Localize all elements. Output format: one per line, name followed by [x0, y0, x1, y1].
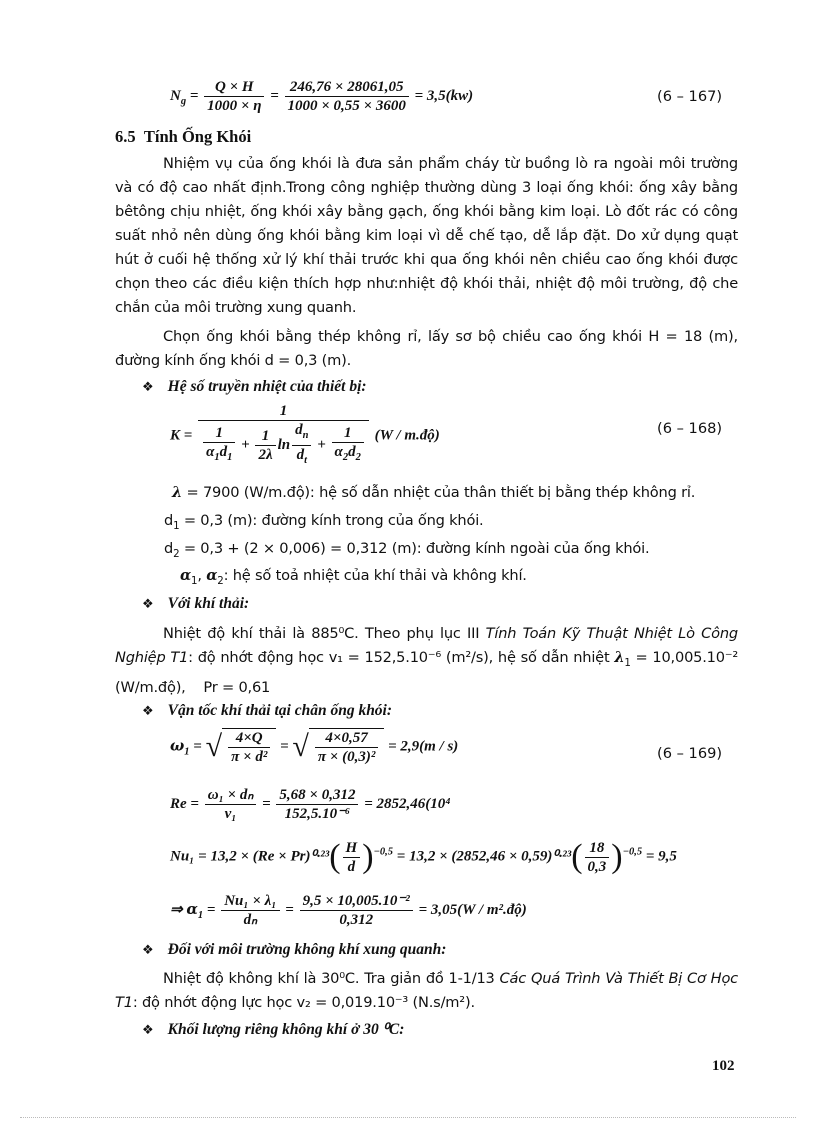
- eq-168-denominator: $\frac{1}{\alpha_1d_1}$ + $\frac{1}{2\lambda}$ ln $\frac{d_n}{d_t}$ + $\frac{1}{\alpha_2d_2}$: [198, 421, 369, 470]
- bullet-ambient-air: [142, 941, 446, 959]
- nusselt-exponent-1: −0,5: [373, 846, 394, 858]
- alpha1-f1-numerator: Nu₁ × λ₁: [221, 892, 279, 911]
- bullet-gas-velocity: [142, 702, 392, 720]
- nusselt-middle: = 13,2 × (2852,46 × 0,59)⁰·²³: [396, 848, 572, 865]
- diamond-bullet-icon: ❖: [142, 380, 154, 395]
- section-number: 6.5: [115, 127, 136, 146]
- eq-167-f2-numerator: 246,76 × 28061,05: [285, 78, 409, 97]
- eq-168-numerator: 1: [198, 402, 369, 421]
- bullet-exhaust-gas-text: Với khí thải:: [167, 595, 250, 612]
- equation-nusselt: Nu₁ = 13,2 × (Re × Pr)⁰·²³( $\frac{H}{d}$ )$^{-0,5}$ = 13,2 × (2852,46 × 0,59)⁰·²³( $\frac{18}{0,3}$ )$^{-0,5}$ = 9,5: [170, 838, 677, 875]
- nusselt-result: = 9,5: [645, 848, 677, 865]
- equation-6-169-velocity: $\omega_1$ = √ $\frac{4\times Q}{\text{π × d²}}$ = √ $\frac{4\times 0,57}{\text{π × (0,3)²}}$ = 2,9(m / s): [170, 730, 459, 765]
- page-bottom-divider: [20, 1117, 796, 1118]
- definition-alpha-text: : hệ số toả nhiệt của khí thải và không khí.: [223, 567, 527, 584]
- bullet-exhaust-gas: [142, 595, 249, 613]
- definition-d1-text: = 0,3 (m): đường kính trong của ống khói.: [183, 512, 484, 529]
- equation-6-168: [170, 402, 440, 470]
- page-number: 102: [712, 1058, 735, 1074]
- bullet-ambient-air-text: Đối với môi trường không khí xung quanh:: [167, 941, 447, 958]
- eq-167-f2-denominator: 1000 × 0,55 × 3600: [287, 98, 406, 114]
- alpha1-result: = 3,05(W / m².độ): [418, 901, 527, 918]
- paragraph-exhaust-gas: Nhiệt độ khí thải là 885⁰C. Theo phụ lục III Tính Toán Kỹ Thuật Nhiệt Lò Công Nghiệp T1: độ nhớt động học v₁ = 152,5.10⁻⁶ (m²/s), hệ số dẫn nhiệt $\lambda_1 = 10,005.10^{-2}$ (W/m.độ), Pr = 0,61: [115, 625, 739, 696]
- eq-167-number: (6 – 167): [657, 88, 723, 105]
- lambda-symbol: λ: [172, 484, 183, 501]
- definition-lambda: [172, 484, 695, 501]
- velocity-result: = 2,9(m / s): [388, 738, 459, 755]
- gas-lambda1: = 10,005.10⁻² (W/m.độ),: [115, 649, 739, 696]
- alpha1-f2-denominator: 0,312: [339, 912, 374, 928]
- diamond-bullet-icon: ❖: [142, 704, 154, 719]
- definition-lambda-text: = 7900 (W/m.độ): hệ số dẫn nhiệt của thân thiết bị bằng thép không rỉ.: [186, 484, 696, 501]
- velocity-f2-numerator: 4×0,57: [315, 729, 378, 748]
- eq-168-term-3: $\frac{1}{\alpha_2d_2}$: [332, 424, 364, 467]
- eq-168-unit: (W / m.độ): [374, 427, 440, 444]
- eq-167-fraction-2: [285, 78, 409, 115]
- diamond-bullet-icon: ❖: [142, 943, 154, 958]
- reynolds-lhs: Re =: [170, 795, 199, 812]
- eq-168-number: (6 – 168): [657, 420, 723, 437]
- section-heading: [115, 127, 251, 147]
- diamond-bullet-icon: ❖: [142, 597, 154, 612]
- eq-167-f1-denominator: 1000 × η: [207, 98, 262, 114]
- bullet-air-density-text: Khối lượng riêng không khí ở 30 ⁰C:: [167, 1021, 405, 1038]
- air-text-b: : độ nhớt động lực học v₂ = 0,019.10⁻³ (N.s/m²).: [132, 994, 475, 1011]
- eq-168-term-ratio: $\frac{d_n}{d_t}$: [292, 421, 311, 470]
- equation-alpha1: ⇒ $\alpha_1$ = $\frac{\text{Nu₁ × λ₁}}{\text{dₙ}}$ = $\frac{\text{9,5 × 10,005.10⁻²}}{0,312}$ = 3,05(W / m².độ): [170, 893, 527, 928]
- alpha1-f1-denominator: dₙ: [243, 912, 258, 928]
- bullet-heat-transfer-text: Hệ số truyền nhiệt của thiết bị:: [167, 378, 367, 395]
- air-text-a: Nhiệt độ không khí là 30⁰C. Tra giản đồ 1-1/13: [163, 970, 500, 987]
- gas-text-a: Nhiệt độ khí thải là 885⁰C. Theo phụ lục III: [163, 625, 486, 642]
- eq-167-fraction-1: [204, 78, 264, 115]
- eq-168-term-2: $\frac{1}{2\lambda}$: [255, 427, 275, 464]
- eq-168-lhs: K =: [170, 427, 193, 444]
- equation-reynolds: Re = $\frac{\text{ω₁ × dₙ}}{\text{ν₁}}$ = $\frac{5,68 \times 0,312}{\text{152,5.10⁻⁶}}$ = 2852,46(10⁴: [170, 787, 451, 822]
- eq-168-main-fraction: [198, 402, 369, 470]
- reynolds-f2-numerator: 5,68 × 0,312: [276, 786, 358, 805]
- paragraph-chimney-purpose: Nhiệm vụ của ống khói là đưa sản phẩm cháy từ buồng lò ra ngoài môi trường và có độ cao nhất định.Trong công nghiệp thường dùng 3 loại ống khói: ống xây bằng bêtông chịu nhiệt, ống khói xây bằng gạch, ống khói bằng kim loại. Lò đốt rác có công suất nhỏ nên dùng ống khói bằng kim loại vì dễ chế tạo, dễ lắp đặt. Do xử dụng quạt hút ở cuối hệ thống xử lý khí thải trước khi qua ống khói nên chiều cao ống khói được chọn theo các điều kiện thích hợp như:nhiệt độ khói thải, nhiệt độ môi trường, độ che chắn của môi trường xung quanh.: [115, 155, 738, 316]
- velocity-f1-denominator: π × d²: [231, 749, 268, 765]
- bullet-heat-transfer: [142, 378, 367, 396]
- velocity-f2-denominator: π × (0,3)²: [317, 749, 376, 765]
- eq-167-result: = 3,5(kw): [414, 87, 474, 104]
- equation-6-167: $N_g$ = $\frac{Q \times H}{1000 \times \eta}$ = $\frac{246,76 \times 28061,05}{1000 \times 0,55 \times 3600}$ = 3,5(kw): [170, 79, 474, 114]
- definition-d1: $d_1 = 0,3$ (m): đường kính trong của ống khói.: [164, 512, 484, 532]
- reynolds-f1-numerator: ω₁ × dₙ: [205, 786, 257, 805]
- definition-d2: $d_2 = 0,3 + (2 \times 0,006) = 0,312$ (m): đường kính ngoài của ống khói.: [164, 540, 650, 560]
- eq-167-f1-numerator: Q × H: [204, 78, 264, 97]
- bullet-air-density: [142, 1020, 404, 1039]
- air-reference: Các Quá Trình Và Thiết Bị Cơ Học T1: [115, 970, 738, 1011]
- nusselt-exponent-2: −0,5: [622, 846, 643, 858]
- alpha1-f2-numerator: 9,5 × 10,005.10⁻²: [300, 892, 413, 911]
- gas-prandtl: Pr = 0,61: [203, 678, 271, 696]
- reynolds-result: = 2852,46(10⁴: [364, 795, 451, 812]
- reynolds-f1-denominator: ν₁: [224, 806, 237, 822]
- diamond-bullet-icon: ❖: [142, 1023, 154, 1038]
- definition-d2-text: = 0,3 + (2 × 0,006) = 0,312 (m): đường kính ngoài của ống khói.: [183, 540, 650, 557]
- eq-167-lhs: N: [170, 87, 181, 104]
- bullet-gas-velocity-text: Vận tốc khí thải tại chân ống khói:: [167, 702, 393, 719]
- eq-169-number: (6 – 169): [657, 745, 723, 762]
- eq-167-lhs-sub: g: [180, 95, 187, 107]
- definition-alpha: $\alpha_1$, $\alpha_2$: hệ số toả nhiệt của khí thải và không khí.: [180, 567, 527, 587]
- section-title: Tính Ống Khói: [143, 127, 252, 146]
- reynolds-f2-denominator: 152,5.10⁻⁶: [284, 806, 351, 822]
- paragraph-ambient-air: [115, 967, 738, 1015]
- velocity-f1-numerator: 4×Q: [228, 729, 270, 748]
- nusselt-lhs: Nu₁ = 13,2 × (Re × Pr)⁰·²³: [170, 848, 330, 865]
- gas-text-b: : độ nhớt động học v₁ = 152,5.10⁻⁶ (m²/s), hệ số dẫn nhiệt: [188, 649, 615, 666]
- eq-168-term-1: $\frac{1}{\alpha_1d_1}$: [203, 424, 235, 467]
- gas-reference: Tính Toán Kỹ Thuật Nhiệt Lò Công Nghiệp T1: [115, 625, 738, 666]
- paragraph-chimney-choice: Chọn ống khói bằng thép không rỉ, lấy sơ bộ chiều cao ống khói H = 18 (m), đường kính ống khói d = 0,3 (m).: [115, 328, 738, 369]
